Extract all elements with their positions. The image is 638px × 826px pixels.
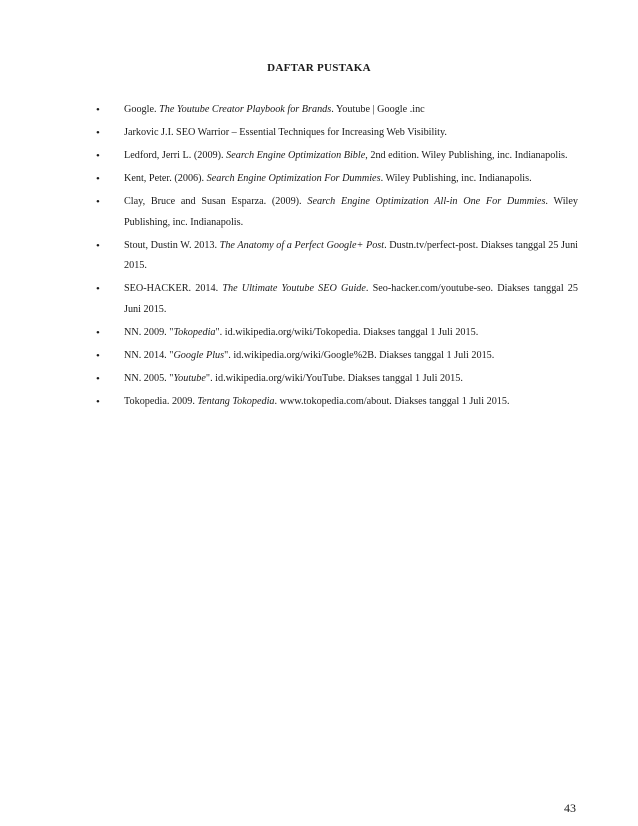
- reference-source: . Wiley Publishing, inc. Indianapolis.: [380, 173, 532, 184]
- bullet-icon: •: [96, 283, 100, 295]
- bullet-icon: •: [96, 239, 100, 252]
- reference-author: Clay, Bruce and Susan Esparza. (2009).: [124, 196, 308, 207]
- reference-item: [96, 236, 578, 277]
- reference-text: [124, 373, 463, 384]
- reference-source: . Wiley Publishing, inc. Indianapolis.: [124, 196, 578, 228]
- reference-item: [96, 323, 578, 344]
- reference-text: [124, 327, 478, 338]
- bullet-icon: •: [96, 395, 100, 408]
- reference-title: Youtube: [173, 372, 206, 384]
- reference-author: Google.: [124, 104, 160, 115]
- reference-text: [124, 396, 510, 407]
- reference-item: [96, 169, 578, 190]
- reference-author: Kent, Peter. (2006).: [124, 173, 207, 184]
- page-title: DAFTAR PUSTAKA: [267, 62, 371, 74]
- reference-source: ". id.wikipedia.org/wiki/Tokopedia. Diakses tanggal 1 Juli 2015.: [215, 326, 479, 338]
- reference-item: [96, 146, 578, 167]
- reference-item: [96, 279, 578, 320]
- reference-title: Google Plus: [173, 349, 225, 361]
- bullet-icon: •: [96, 196, 100, 208]
- reference-item: [96, 100, 578, 121]
- reference-author: Stout, Dustin W. 2013.: [124, 239, 220, 251]
- reference-list: [96, 100, 578, 415]
- reference-text: [124, 150, 568, 161]
- reference-source: . Youtube | Google .inc: [331, 104, 425, 115]
- reference-author: NN. 2014. ": [124, 349, 174, 361]
- reference-title: The Youtube Creator Playbook for Brands: [159, 104, 332, 115]
- reference-title: The Ultimate Youtube SEO Guide: [222, 283, 366, 294]
- bullet-icon: •: [96, 104, 100, 116]
- reference-title: Search Engine Optimization Bible: [226, 150, 366, 161]
- reference-title: Tentang Tokopedia: [197, 395, 275, 407]
- reference-item: [96, 369, 578, 390]
- reference-item: [96, 392, 578, 413]
- reference-text: [124, 283, 578, 315]
- reference-source: . Seo-hacker.com/youtube-seo. Diakses tanggal 25 Juni 2015.: [124, 283, 578, 315]
- bullet-icon: •: [96, 349, 100, 362]
- reference-source: , 2nd edition. Wiley Publishing, inc. Indianapolis.: [365, 150, 568, 161]
- reference-text: [124, 196, 578, 228]
- reference-author: Jarkovic J.I. SEO Warrior – Essential Techniques for Increasing Web Visibility.: [124, 127, 447, 138]
- reference-title: Tokopedia: [173, 326, 216, 338]
- reference-title: Search Engine Optimization For Dummies: [206, 173, 381, 184]
- bullet-icon: •: [96, 173, 100, 185]
- bullet-icon: •: [96, 326, 100, 339]
- reference-source: ". id.wikipedia.org/wiki/Google%2B. Diakses tanggal 1 Juli 2015.: [224, 349, 495, 361]
- reference-source: ". id.wikipedia.org/wiki/YouTube. Diakses tanggal 1 Juli 2015.: [205, 372, 463, 384]
- reference-item: [96, 123, 578, 144]
- reference-text: [124, 240, 578, 272]
- page-number: 43: [564, 801, 576, 815]
- reference-source: . Dustn.tv/perfect-post. Diakses tanggal 25 Juni 2015.: [124, 239, 578, 271]
- reference-author: Ledford, Jerri L. (2009).: [124, 150, 227, 161]
- reference-item: [96, 346, 578, 367]
- reference-author: NN. 2009. ": [124, 326, 174, 338]
- reference-text: [124, 104, 425, 115]
- reference-text: [124, 350, 494, 361]
- reference-source: . www.tokopedia.com/about. Diakses tanggal 1 Juli 2015.: [274, 395, 510, 407]
- reference-text: [124, 127, 447, 138]
- bullet-icon: •: [96, 372, 100, 385]
- reference-text: [124, 173, 532, 184]
- reference-title: The Anatomy of a Perfect Google+ Post: [219, 239, 385, 251]
- reference-title: Search Engine Optimization All-in One For Dummies: [307, 196, 546, 207]
- reference-author: NN. 2005. ": [124, 372, 174, 384]
- reference-item: [96, 192, 578, 233]
- bullet-icon: •: [96, 150, 100, 162]
- bullet-icon: •: [96, 127, 100, 139]
- reference-author: Tokopedia. 2009.: [124, 395, 198, 407]
- reference-author: SEO-HACKER. 2014.: [124, 283, 223, 294]
